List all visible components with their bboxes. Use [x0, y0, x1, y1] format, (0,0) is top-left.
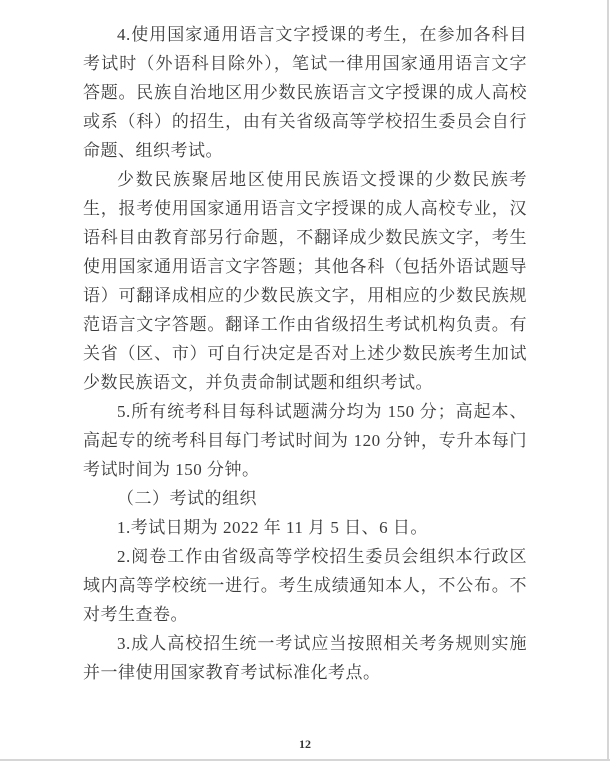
- page-number: 12: [299, 737, 311, 751]
- paragraph: 少数民族聚居地区使用民族语文授课的少数民族考生，报考使用国家通用语言文字授课的成人高校专业，汉语科目由教育部另行命题，不翻译成少数民族文字，考生使用国家通用语言文字答题；其他各科（包括外语试题导语）可翻译成相应的少数民族文字，用相应的少数民族规范语言文字答题。翻译工作由省级招生考试机构负责。有关省（区、市）可自行决定是否对上述少数民族考生加试少数民族语文，并负责命制试题和组织考试。: [83, 170, 527, 392]
- paragraph: 3.成人高校招生统一考试应当按照相关考务规则实施并一律使用国家教育考试标准化考点。: [83, 634, 527, 682]
- paragraph: 4.使用国家通用语言文字授课的考生，在参加各科目考试时（外语科目除外），笔试一律用国家通用语言文字答题。民族自治地区用少数民族语言文字授课的成人高校或系（科）的招生，由有关省级高等学校招生委员会自行命题、组织考试。: [83, 25, 527, 160]
- paragraph: 1.考试日期为 2022 年 11 月 5 日、6 日。: [117, 518, 428, 537]
- paragraph: 5.所有统考科目每科试题满分均为 150 分；高起本、高起专的统考科目每门考试时间为 120 分钟，专升本每门考试时间为 150 分钟。: [83, 402, 527, 479]
- paragraph: 2.阅卷工作由省级高等学校招生委员会组织本行政区域内高等学校统一进行。考生成绩通知本人，不公布。不对考生查卷。: [83, 547, 527, 624]
- section-heading: （二）考试的组织: [117, 489, 257, 508]
- document-body: [83, 20, 527, 687]
- page-edge-right: [607, 0, 609, 761]
